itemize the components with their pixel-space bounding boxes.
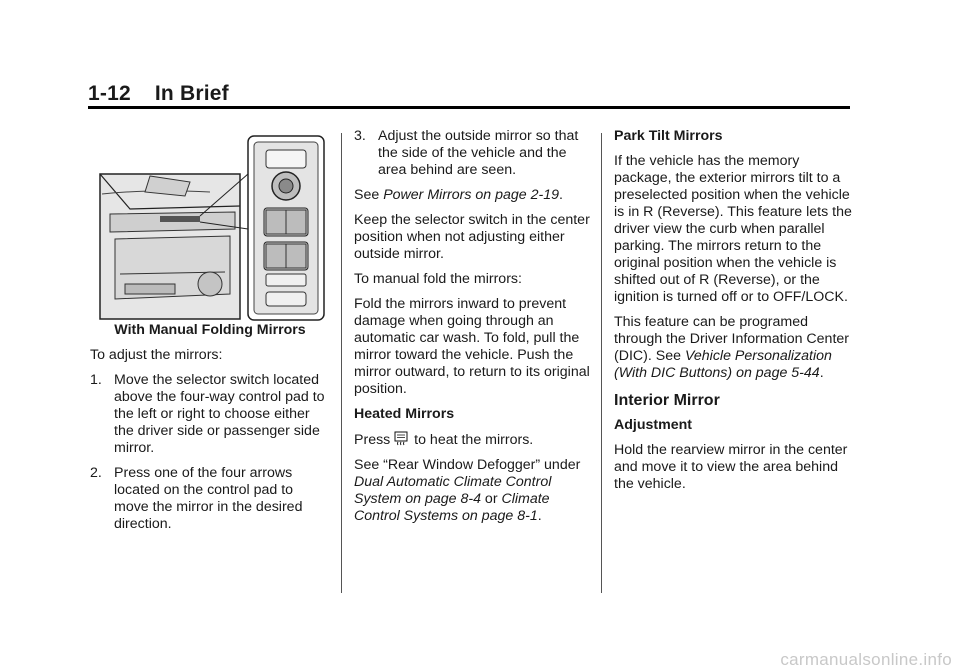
interior-mirror-heading: Interior Mirror: [614, 392, 720, 409]
column-3: [614, 128, 854, 501]
page-header: [88, 82, 229, 106]
manual-fold-intro: To manual fold the mirrors:: [354, 271, 522, 287]
park-tilt-text: If the vehicle has the memory package, the exterior mirrors tilt to a preselected position when the vehicle is in R (Reverse). This feature lets the driver view the curb when parallel parking. The mirrors return to the original position when the vehicle is shifted out of R (Reverse), or the ignition is turned off or to OFF/LOCK.: [614, 153, 852, 305]
adjust-intro: To adjust the mirrors:: [90, 347, 223, 363]
climate-control-link[interactable]: Climate Control Systems on page 8-1: [354, 491, 550, 524]
keep-selector-text: Keep the selector switch in the center position when not adjusting either outside mirror.: [354, 212, 590, 262]
list-item-1: 1. Move the selector switch located above the four-way control pad to the left or right to choose either the driver side or passenger side mirror.: [90, 372, 325, 456]
vehicle-personalization-link[interactable]: Vehicle Personalization (With DIC Buttons) on page 5-44: [614, 348, 832, 381]
see-power-mirrors: See Power Mirrors on page 2-19.: [354, 187, 563, 203]
adjustment-text: Hold the rearview mirror in the center and move it to view the area behind the vehicle.: [614, 442, 848, 492]
watermark: carmanualsonline.info: [780, 650, 952, 669]
door-illustration-svg: [90, 134, 330, 322]
column-1: [90, 134, 330, 541]
section-title: In Brief: [154, 82, 229, 105]
park-tilt-heading: Park Tilt Mirrors: [614, 128, 723, 144]
column-2: [354, 128, 594, 533]
fold-text: Fold the mirrors inward to prevent damage when going through an automatic car wash. To fold, pull the mirror toward the vehicle. Push the mirror outward, to return to its original position.: [354, 296, 590, 397]
see-defogger: See “Rear Window Defogger” under Dual Automatic Climate Control System on page 8-4 or Climate Control Systems on page 8-1.: [354, 457, 581, 524]
list-item-2: 2. Press one of the four arrows located on the control pad to move the mirror in the desired direction.: [90, 465, 303, 532]
door-mirror-control-illustration: [90, 134, 330, 322]
header-rule: [88, 106, 850, 109]
column-divider-1: [341, 133, 342, 593]
adjustment-heading: Adjustment: [614, 417, 693, 433]
rear-defog-icon: [394, 431, 408, 446]
press-heat-text: Press to heat the mirrors.: [354, 432, 534, 448]
power-mirrors-link[interactable]: Power Mirrors on page 2-19: [383, 187, 560, 203]
list-item-3: 3. Adjust the outside mirror so that the side of the vehicle and the area behind are seen.: [354, 128, 579, 178]
heated-mirrors-heading: Heated Mirrors: [354, 406, 455, 422]
page-number: 1-12: [88, 82, 131, 105]
dual-climate-link[interactable]: Dual Automatic Climate Control System on page 8-4: [354, 474, 552, 507]
program-text: This feature can be programed through the Driver Information Center (DIC). See Vehicle Personalization (With DIC Buttons) on page 5-44.: [614, 314, 849, 381]
figure-caption: With Manual Folding Mirrors: [114, 322, 306, 338]
column-divider-2: [601, 133, 602, 593]
